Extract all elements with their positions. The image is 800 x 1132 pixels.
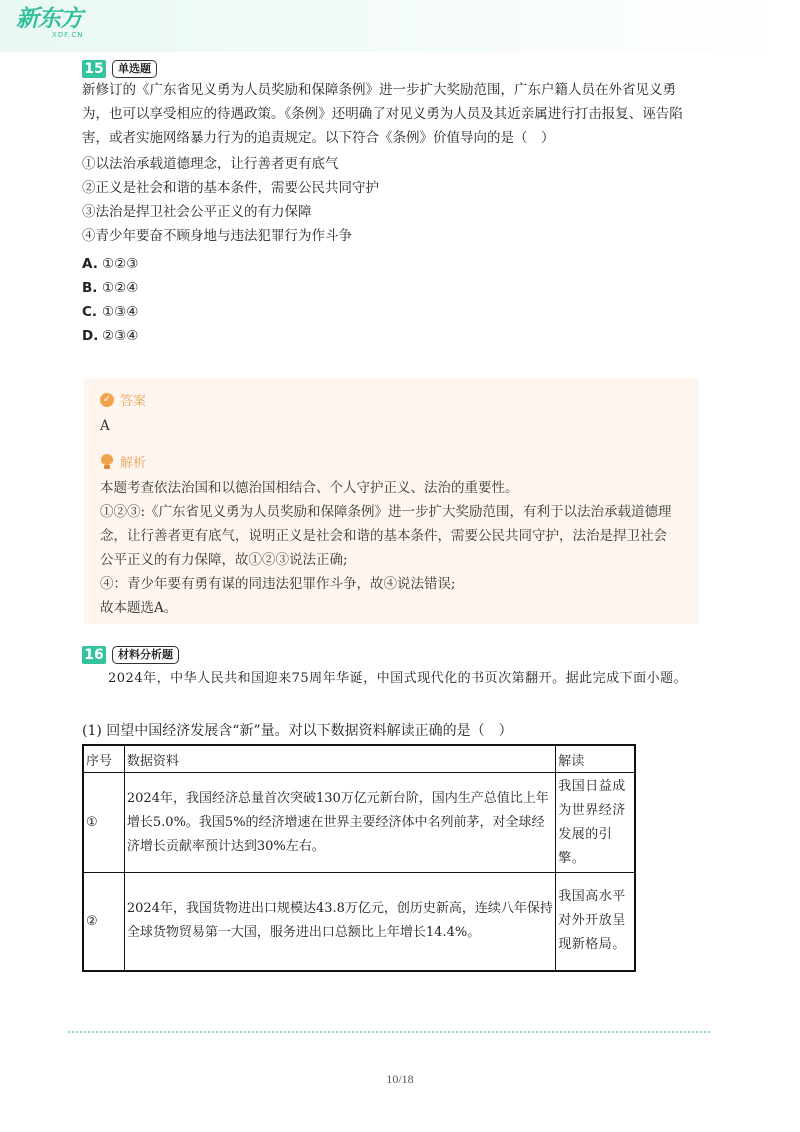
statement-item: ①以法治承载道德理念，让行善者更有底气 xyxy=(82,156,339,172)
option-d xyxy=(82,326,138,346)
option-letter: D. xyxy=(82,328,99,344)
analysis-heading xyxy=(100,452,146,471)
row-number: ① xyxy=(83,773,124,873)
statement-item: ②正义是社会和谐的基本条件，需要公民共同守护 xyxy=(82,180,379,196)
sub-question: (1) 回望中国经济发展含“新”量。对以下数据资料解读正确的是（ ） xyxy=(82,723,513,739)
option-letter: A. xyxy=(82,256,98,272)
option-letter: C. xyxy=(82,304,98,320)
data-cell: 2024年，我国经济总量首次突破130万亿元新台阶，国内生产总值比上年增长5.0%。我国5%的经济增速在世界主要经济体中名列前茅，对全球经济增长贡献率预计达到30%左右。 xyxy=(124,773,555,873)
brand-logo xyxy=(16,6,96,46)
column-header: 序号 xyxy=(83,745,124,773)
option-text: ①②④ xyxy=(102,280,139,296)
question-16-header xyxy=(82,646,179,664)
question-type-badge: 单选题 xyxy=(112,60,157,78)
column-header: 数据资料 xyxy=(124,745,555,773)
analysis-paragraph: 故本题选A。 xyxy=(100,600,178,616)
question-15-header xyxy=(82,60,157,78)
column-header: 解读 xyxy=(556,745,635,773)
header-band xyxy=(0,0,800,52)
answer-value: A xyxy=(100,418,110,434)
table-row xyxy=(83,873,635,971)
question-number: 16 xyxy=(82,646,106,664)
option-text: ①③④ xyxy=(102,304,139,320)
analysis-paragraph: ①②③:《广东省见义勇为人员奖励和保障条例》进一步扩大奖励范围，有利于以法治承载道德理念，让行善者更有底气，说明正义是社会和谐的基本条件，需要公民共同守护，法治是捍卫社会公平正义的有力保障，故①②③说法正确; xyxy=(100,504,672,568)
analysis-label: 解析 xyxy=(120,456,147,471)
lightbulb-icon xyxy=(100,454,114,470)
answer-heading xyxy=(100,390,146,409)
statement-item: ④青少年要奋不顾身地与违法犯罪行为作斗争 xyxy=(82,228,352,244)
logo-text: 新东方 xyxy=(16,6,82,32)
answer-label: 答案 xyxy=(120,394,147,409)
analysis-paragraph: ④：青少年要有勇有谋的同违法犯罪作斗争，故④说法错误; xyxy=(100,576,456,592)
table-header-row xyxy=(83,745,635,773)
check-icon: ✓ xyxy=(100,393,114,407)
question-stem: 新修订的《广东省见义勇为人员奖励和保障条例》进一步扩大奖励范围，广东户籍人员在外省见义勇为，也可以享受相应的待遇政策。《条例》还明确了对见义勇为人员及其近亲属进行打击报复、诬告陷害，或者实施网络暴力行为的追责规定。以下符合《条例》价值导向的是（ ） xyxy=(82,82,683,146)
option-letter: B. xyxy=(82,280,98,296)
table-row xyxy=(83,773,635,873)
data-cell: 2024年，我国货物进出口规模达43.8万亿元，创历史新高，连续八年保持全球货物贸易第一大国，服务进出口总额比上年增长14.4%。 xyxy=(124,873,555,971)
answer-analysis-box xyxy=(84,378,699,624)
interpretation-cell: 我国日益成为世界经济发展的引擎。 xyxy=(556,773,635,873)
page-number: 10/18 xyxy=(386,1072,414,1086)
option-text: ①②③ xyxy=(102,256,139,272)
row-number: ② xyxy=(83,873,124,971)
footer-divider xyxy=(68,1031,710,1033)
interpretation-cell: 我国高水平对外开放呈现新格局。 xyxy=(556,873,635,971)
data-table xyxy=(82,744,636,972)
option-c xyxy=(82,302,138,322)
option-text: ②③④ xyxy=(102,328,139,344)
question-number: 15 xyxy=(82,60,106,78)
option-b xyxy=(82,278,138,298)
logo-subtext: XDF.CN xyxy=(52,31,84,39)
material-intro: 2024年，中华人民共和国迎来75周年华诞，中国式现代化的书页次第翻开。据此完成下面小题。 xyxy=(108,671,688,686)
question-type-badge: 材料分析题 xyxy=(112,646,179,664)
statement-item: ③法治是捍卫社会公平正义的有力保障 xyxy=(82,204,312,220)
analysis-paragraph: 本题考查依法治国和以德治国相结合、个人守护正义、法治的重要性。 xyxy=(100,480,519,496)
option-a xyxy=(82,254,138,274)
